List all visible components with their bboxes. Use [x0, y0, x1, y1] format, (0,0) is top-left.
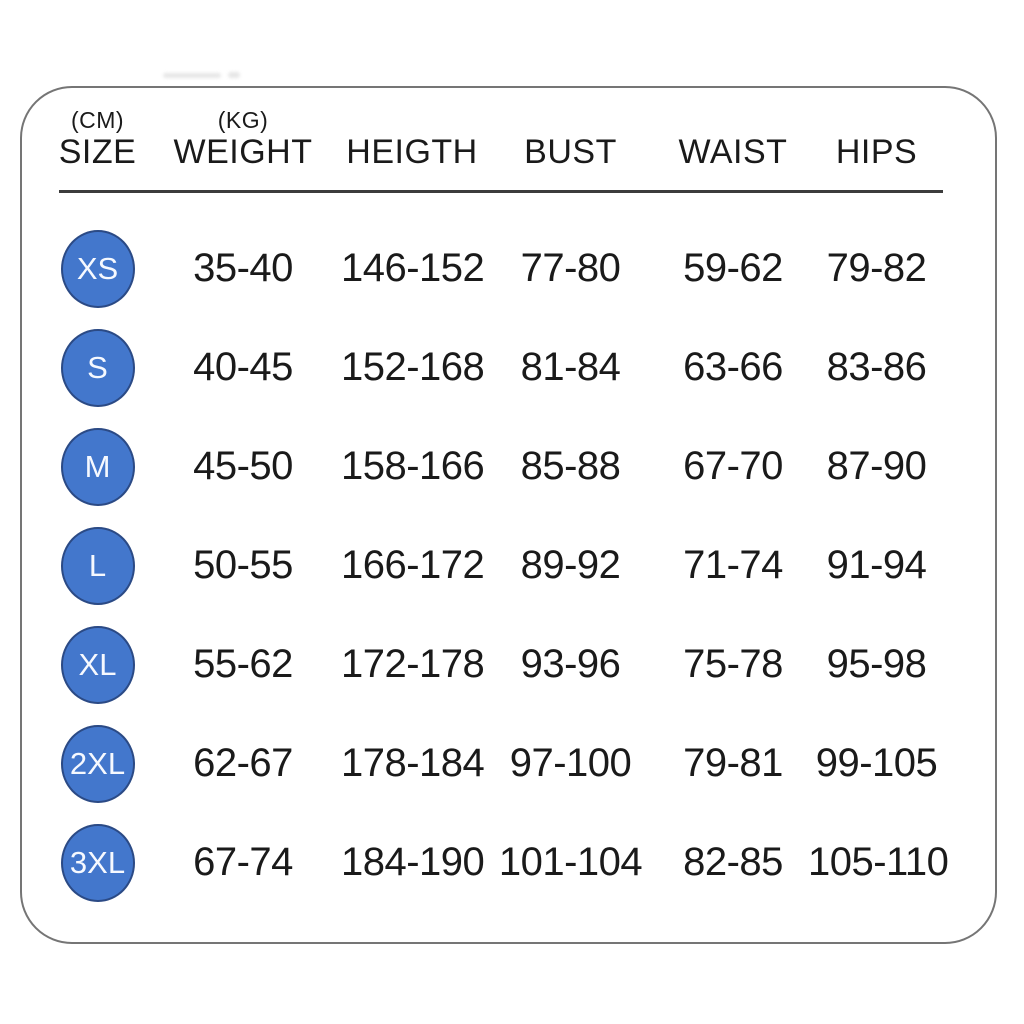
- size-badge: M: [61, 428, 135, 506]
- hips-value: 87-90: [826, 444, 927, 488]
- weight-value: 62-67: [193, 741, 293, 785]
- size-badge: XS: [61, 230, 135, 308]
- table-row: [22, 516, 995, 615]
- header-label-weight: WEIGHT: [173, 133, 313, 171]
- weight-value: 67-74: [193, 840, 293, 884]
- weight-value: 35-40: [193, 246, 293, 290]
- bust-value: 85-88: [520, 444, 621, 488]
- table-row: [22, 714, 995, 813]
- bust-value: 93-96: [520, 642, 621, 686]
- table-row: [22, 615, 995, 714]
- bust-value: 81-84: [520, 345, 621, 389]
- column-header-bust: [483, 88, 658, 170]
- header-label-height: HEIGTH: [346, 133, 478, 171]
- size-badge: 3XL: [61, 824, 135, 902]
- height-value: 146-152: [341, 246, 485, 290]
- header-label-waist: WAIST: [678, 133, 788, 171]
- hips-value: 99-105: [815, 741, 938, 785]
- header-label-hips: HIPS: [835, 133, 918, 171]
- height-value: 178-184: [341, 741, 485, 785]
- height-value: 184-190: [341, 840, 485, 884]
- bust-value: 97-100: [509, 741, 632, 785]
- table-row: [22, 813, 995, 912]
- size-badge: XL: [61, 626, 135, 704]
- table-row: [22, 318, 995, 417]
- hips-value: 95-98: [826, 642, 927, 686]
- height-value: 158-166: [341, 444, 485, 488]
- waist-value: 67-70: [683, 444, 783, 488]
- size-badge: S: [61, 329, 135, 407]
- waist-value: 59-62: [683, 246, 783, 290]
- waist-value: 63-66: [683, 345, 783, 389]
- hips-value: 83-86: [826, 345, 927, 389]
- waist-value: 75-78: [683, 642, 783, 686]
- bust-value: 77-80: [520, 246, 621, 290]
- weight-value: 45-50: [193, 444, 293, 488]
- size-badge: 2XL: [61, 725, 135, 803]
- column-header-size: [50, 88, 145, 170]
- size-badge: L: [61, 527, 135, 605]
- column-header-hips: [808, 88, 945, 170]
- column-header-weight: [145, 88, 341, 170]
- watermark-smudge: [228, 72, 240, 78]
- bust-value: 101-104: [498, 840, 643, 884]
- table-body: [22, 193, 995, 912]
- watermark-smudge: [163, 73, 221, 78]
- table-row: [22, 417, 995, 516]
- weight-value: 55-62: [193, 642, 293, 686]
- waist-value: 79-81: [683, 741, 783, 785]
- waist-value: 71-74: [683, 543, 783, 587]
- waist-value: 82-85: [683, 840, 783, 884]
- height-value: 172-178: [341, 642, 485, 686]
- column-header-waist: [658, 88, 808, 170]
- hips-value: 105-110: [808, 840, 949, 884]
- hips-value: 91-94: [826, 543, 927, 587]
- unit-label-kg: (KG): [217, 107, 269, 133]
- table-header-row: [22, 88, 995, 170]
- header-label-size: SIZE: [58, 133, 137, 171]
- table-row: [22, 219, 995, 318]
- unit-label-cm: (CM): [70, 107, 125, 133]
- size-chart-card: [20, 86, 997, 944]
- height-value: 152-168: [341, 345, 485, 389]
- hips-value: 79-82: [826, 246, 927, 290]
- header-label-bust: BUST: [524, 133, 617, 171]
- weight-value: 50-55: [193, 543, 293, 587]
- weight-value: 40-45: [193, 345, 293, 389]
- height-value: 166-172: [341, 543, 485, 587]
- bust-value: 89-92: [520, 543, 621, 587]
- column-header-height: [341, 88, 483, 170]
